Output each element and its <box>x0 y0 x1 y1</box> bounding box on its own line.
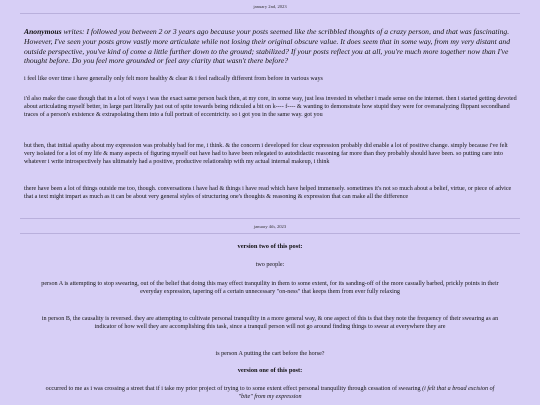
post-text: is person A putting the cart before the horse? <box>215 351 325 357</box>
answer-paragraph: i feel like over time i have generally only felt more healthy & clear & i feel radically different from before in various ways <box>24 76 323 82</box>
answer-paragraph: there have been a lot of things outside me too, though. conversations i have had & things i have read which have helped immensely. sometimes it's not so much about a belief, virtue, or piece of advice that a text might impart as much as it can be about very general styles of structuring one's thoughts & reasoning & expression that can make all the difference <box>24 186 512 200</box>
post-text: two people: <box>255 262 285 268</box>
post-text-plain: occurred to me as i was crossing a street that if i take my prior project of trying to to some extent effect personal tranquility through cessation of swearing <box>45 386 421 392</box>
ask-sender[interactable]: Anonymous <box>24 27 62 36</box>
post-date: january 4th, 2023 <box>253 224 287 229</box>
answer-paragraph: i'd also make the case though that in a lot of ways i was the exact same person back then, at my core, in some way, just less invested in whether i made sense on the internet. then i started getting devoted about articulating myself better, in large part literally just out of spite towards being ridiculed a bit on k---- f---- & wanting to demonstrate how stupid they were for overanalyzing flippant secondhand traces of a person's existence & extrapolating them into a full portrait of eccentricity. so i got you in the same way. got you <box>24 96 517 118</box>
answer-paragraph: but then, that initial apathy about my expression was probably bad for me, i think. & the concern i developed for clear expression probably did enable a lot of positive change. simply because i've felt very isolated for a lot of my life & many aspects of figuring myself out have had to have been relegated to autodidactic reasoning far more than they probably should have been. so putting care into whatever i write introspectively has ultimately had a positive, productive relationship with my actual internal makeup, i think <box>24 143 508 165</box>
ask-text: writes: I followed you between 2 or 3 years ago because your posts seemed like the scribbled thoughts of a crazy person, and that was fascinating. However, I've seen your posts grow vastly more articulate while not losing their original obscure value. It does seem that in some way, from my very distant and outside perspective, you've kind of come a little further down to the ground; stabilized? If your posts reflect you at all, you're much more together now than I've thought before. Do you feel more grounded or feel any clarity that wasn't there before? <box>24 27 511 66</box>
section-heading: version two of this post: <box>237 243 303 250</box>
divider <box>20 218 520 219</box>
post-text: person A is attempting to stop swearing, out of the belief that doing this may effect tranquility in them to some extent, for its sanding-off of the more casually barbed, prickly points in their everyday expression, tapering off a certain unnecessary "on-ness" that keeps them from ever fully relaxing <box>41 281 499 295</box>
ask-message <box>24 27 520 66</box>
post-text-italic: (i felt that a broad excision of "bite" from my expression <box>238 386 495 400</box>
divider <box>20 233 520 234</box>
post-text <box>40 386 500 402</box>
post-date: january 2nd, 2023 <box>253 4 287 9</box>
section-heading: version one of this post: <box>237 367 303 374</box>
post-text: in person B, the causality is reversed. they are attempting to cultivate personal tranquility in a more general way, & one aspect of this is that they note the frequency of their swearing as an indicator of how well they are accomplishing this task, since a tranquil person will not go around finding things to swear at everywhere they are <box>41 316 499 330</box>
divider <box>20 13 520 14</box>
